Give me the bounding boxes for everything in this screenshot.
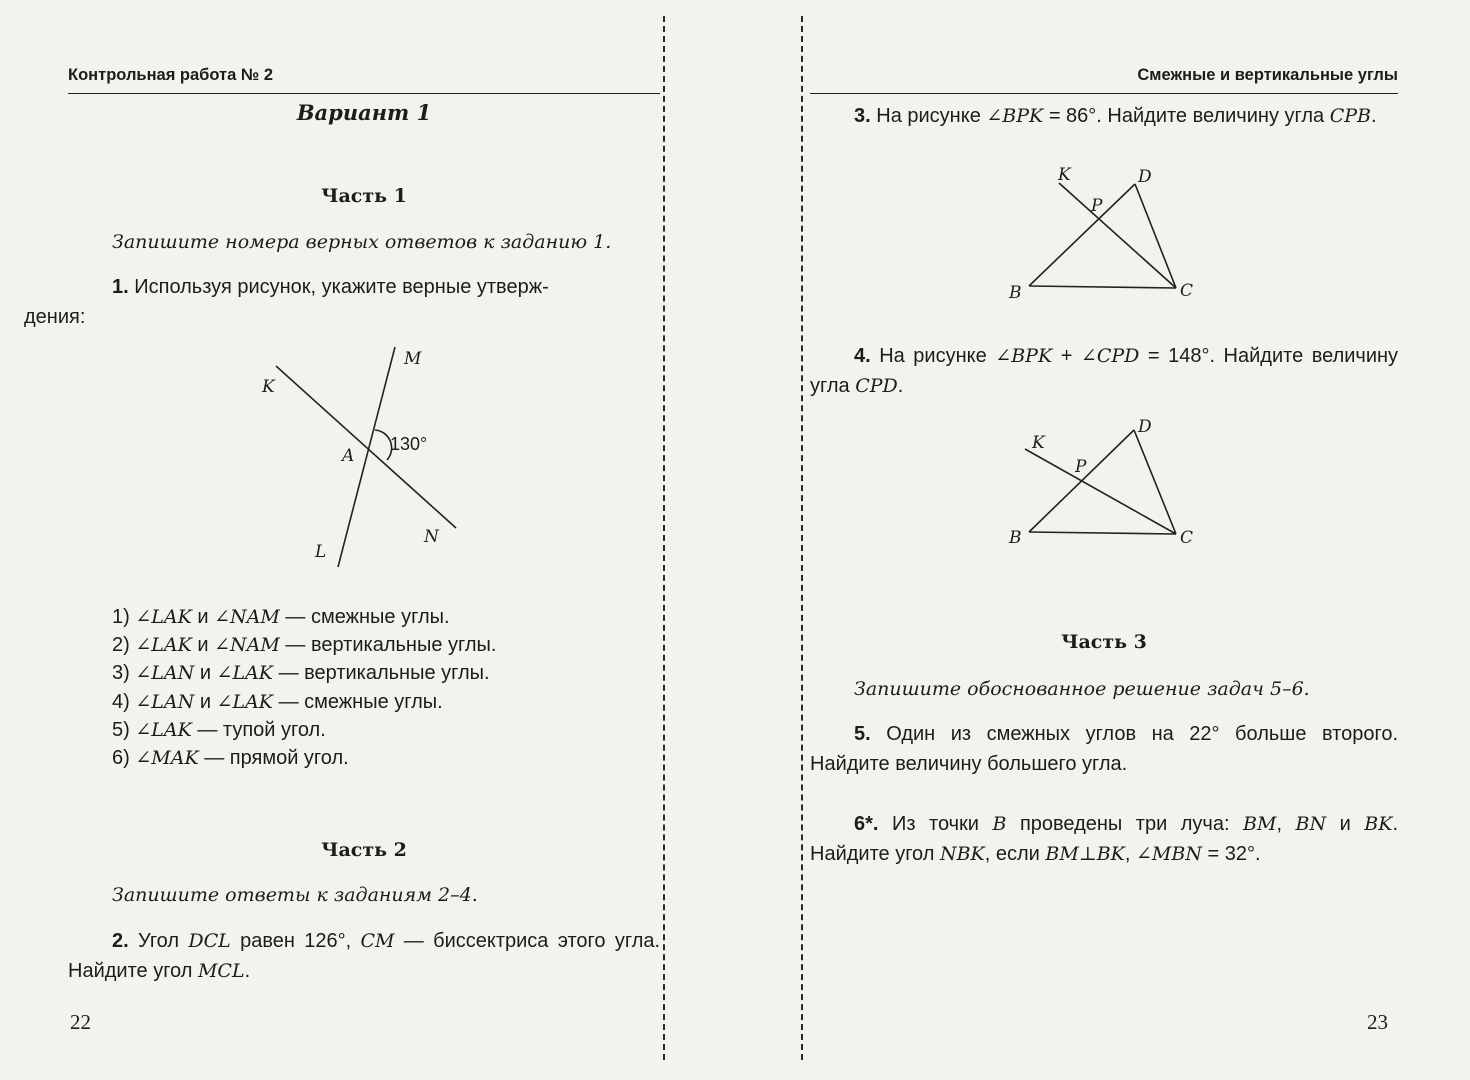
right-cut-line [801,16,803,1060]
running-head-left: Контрольная работа № 2 [68,62,660,94]
segment-DC-4 [1134,430,1176,534]
part1-heading: Часть 1 [321,185,407,207]
part3-instruction: Запишите обоснованное решение задач 5–6. [854,678,1310,700]
fig3-label-C: C [1180,281,1194,301]
fig3-label-D: D [1138,167,1152,187]
left-page [24,0,661,1080]
left-cut-line [663,16,665,1060]
right-page [810,0,1398,1080]
running-head-right: Смежные и вертикальные углы [810,62,1398,94]
page-number-left: 22 [70,1010,91,1034]
task1-options [112,603,496,772]
option-6: 6) ∠MAK — прямой угол. [112,747,349,770]
task2-text: 2. Угол DCL равен 126°, CM — биссектриса этого угла. Найдите угол MCL. [68,930,661,982]
part2-instruction: Запишите ответы к заданиям 2–4. [112,884,478,906]
fig4-label-D: D [1138,417,1152,437]
option-4: 4) ∠LAN и ∠LAK — смежные углы. [112,690,443,713]
task3-figure [1006,160,1226,310]
label-L: L [315,542,327,562]
task3-text: 3. На рисунке ∠BPK = 86°. Найдите величину угла CPB. [854,105,1377,127]
option-3: 3) ∠LAN и ∠LAK — вертикальные углы. [112,662,490,685]
segment-KC [1059,183,1176,288]
fig3-label-P: P [1091,196,1103,216]
fig4-label-K: K [1032,433,1045,453]
fig4-label-B: B [1009,528,1022,548]
option-1: 1) ∠LAK и ∠NAM — смежные углы. [112,606,450,628]
segment-BC-4 [1029,532,1176,534]
task1-figure [258,335,518,575]
part3-heading: Часть 3 [1061,631,1147,653]
option-5: 5) ∠LAK — тупой угол. [112,718,326,741]
segment-DC [1135,184,1176,288]
label-N: N [424,527,439,547]
task4-figure [1006,408,1226,558]
fig3-label-K: K [1058,165,1071,185]
task5-text: 5. Один из смежных углов на 22° больше второго. Найдите величину большего угла. [810,723,1398,775]
fig3-label-B: B [1009,283,1022,303]
task1-line2: дения: [24,306,86,328]
task5-number: 5. [854,723,871,745]
label-M: M [404,349,422,369]
label-K: K [262,377,275,397]
page-number-right: 23 [1367,1010,1388,1034]
task4-text: 4. На рисунке ∠BPK + ∠CPD = 148°. Найдите величину угла CPD. [810,345,1399,397]
part1-instruction: Запишите номера верных ответов к заданию 1. [112,231,612,253]
task1-line1: Используя рисунок, укажите верные утверж- [134,276,549,298]
label-A: A [342,446,355,466]
task2-number: 2. [112,930,129,952]
task4-number: 4. [854,345,871,367]
label-angle-130: 130° [390,434,428,454]
task1-number: 1. [112,276,129,298]
part2-heading: Часть 2 [321,839,407,861]
task6-text: 6*. Из точки B проведены три луча: BM, BN и BK. Найдите угол NBK, если BM⊥BK, ∠MBN = 32°. [810,813,1399,865]
task6-number: 6*. [854,813,879,835]
task1-text [24,272,660,332]
variant-heading: Вариант 1 [296,100,432,125]
line-KN [276,366,456,528]
fig4-label-P: P [1075,457,1087,477]
option-2: 2) ∠LAK и ∠NAM — вертикальные углы. [112,634,497,657]
fig4-label-C: C [1180,528,1194,548]
task3-number: 3. [854,105,871,127]
segment-BC [1029,286,1176,288]
segment-BD [1029,184,1135,286]
